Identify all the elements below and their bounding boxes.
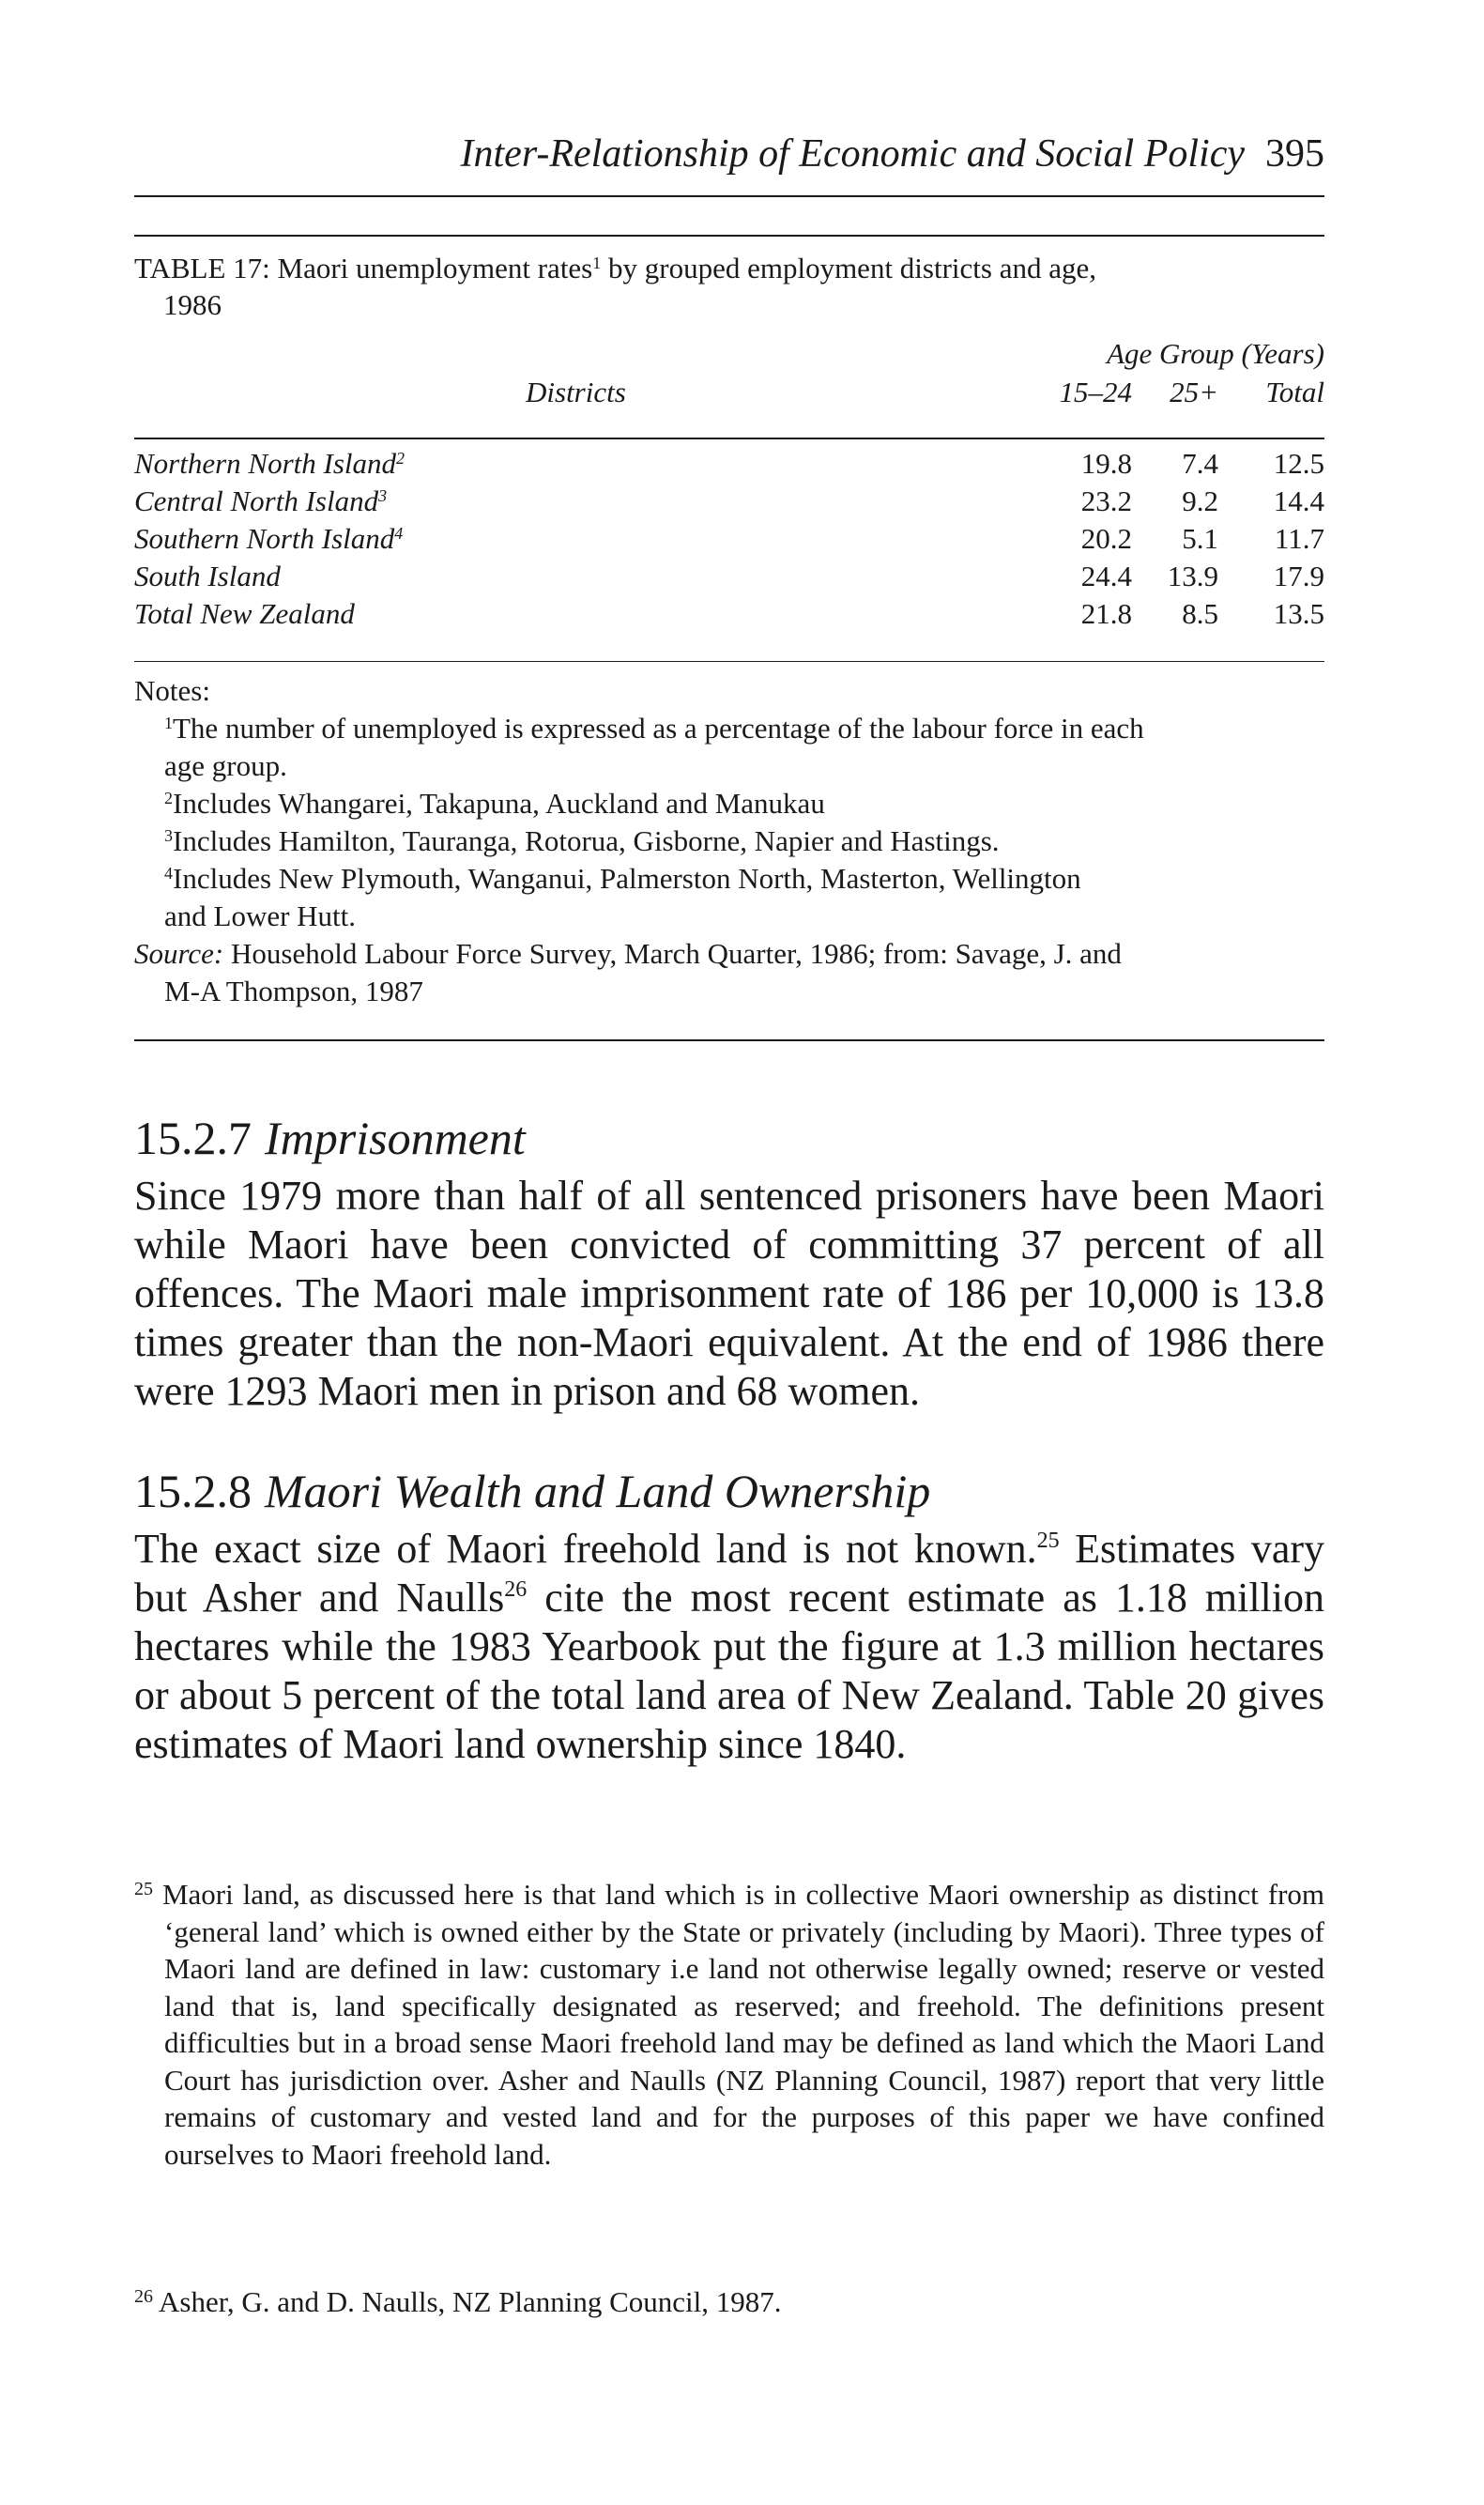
rate-total: 17.9 xyxy=(1273,560,1324,592)
rate-25-plus: 5.1 xyxy=(1182,522,1218,555)
rate-25-plus: 8.5 xyxy=(1182,597,1218,630)
note-text: The number of unemployed is expressed as a percentage of the labour force in each xyxy=(173,712,1144,745)
district-label: Total New Zealand xyxy=(134,597,355,630)
column-header-25-plus: 25+ xyxy=(1170,376,1218,408)
table-note xyxy=(164,785,1324,822)
column-header-15-24: 15–24 xyxy=(1059,376,1132,408)
table-header-rule xyxy=(134,438,1324,439)
table-row xyxy=(134,558,1324,595)
districts-header: Districts xyxy=(526,376,626,408)
rate-15-24: 23.2 xyxy=(1080,484,1132,517)
footnote xyxy=(134,2283,1324,2321)
note-continuation: age group. xyxy=(164,749,287,782)
rate-total: 13.5 xyxy=(1273,597,1324,630)
note-sup: 4 xyxy=(164,864,173,883)
note-text: Includes Whangarei, Takapuna, Auckland and Manukau xyxy=(173,787,825,820)
note-continuation: and Lower Hutt. xyxy=(164,899,357,932)
rate-15-24: 24.4 xyxy=(1080,560,1132,592)
caption-rest: by grouped employment districts and age, xyxy=(601,252,1096,284)
footnote-number: 26 xyxy=(134,2286,153,2307)
footnote xyxy=(134,1876,1324,2173)
district-label: Northern North Island xyxy=(134,447,397,480)
caption-sup: 1 xyxy=(592,254,602,272)
table-source xyxy=(134,935,1324,1010)
running-header-title: Inter-Relationship of Economic and Social Policy xyxy=(460,132,1245,176)
rate-25-plus: 13.9 xyxy=(1167,560,1218,592)
district-name xyxy=(134,558,281,595)
district-name xyxy=(134,483,387,520)
note-text: Includes New Plymouth, Wanganui, Palmerston North, Masterton, Wellington xyxy=(173,862,1081,895)
footnote-text: Asher, G. and D. Naulls, NZ Planning Council, 1987. xyxy=(159,2285,782,2318)
district-sup: 2 xyxy=(396,449,405,468)
section-heading xyxy=(134,1110,526,1166)
section-title: Imprisonment xyxy=(265,1112,526,1164)
header-rule xyxy=(134,195,1324,197)
section-number: 15.2.7 xyxy=(134,1112,252,1164)
body-paragraph xyxy=(134,1525,1324,1769)
source-label: Source: xyxy=(134,937,224,970)
age-group-header: Age Group (Years) xyxy=(1107,337,1324,370)
footnote-ref: 26 xyxy=(504,1577,528,1602)
footnote-text: Maori land, as discussed here is that land which is in collective Maori ownership as distinct from ‘general land’ which is owned either by the State or privately (including by Maori). Three types of Maori land are defined in law: customary i.e land not otherwise legally owned; reserve or vested land that is, land specifically designated as reserved; and freehold. The definitions present difficulties but in a broad sense Maori freehold land may be defined as land which the Maori Land Court has jurisdiction over. Asher and Naulls (NZ Planning Council, 1987) report that very little remains of customary and vested land and for the purposes of this paper we have confined ourselves to Maori freehold land. xyxy=(161,1878,1325,2171)
district-label: South Island xyxy=(134,560,281,592)
caption-line1: TABLE 17: Maori unemployment rates xyxy=(134,252,593,284)
table-row xyxy=(134,483,1324,520)
rate-total: 14.4 xyxy=(1273,484,1324,517)
rate-25-plus: 7.4 xyxy=(1182,447,1218,480)
running-header xyxy=(134,130,1324,178)
district-name xyxy=(134,445,405,483)
para-text: The exact size of Maori freehold land is not known. xyxy=(134,1526,1037,1572)
table-note xyxy=(164,860,1324,935)
rate-15-24: 21.8 xyxy=(1080,597,1132,630)
body-paragraph: Since 1979 more than half of all sentenced prisoners have been Maori while Maori have been convicted of committing 37 percent of all offences. The Maori male imprisonment rate of 186 per 10,000 is 13.8 times greater than the non-Maori equivalent. At the end of 1986 there were 1293 Maori men in prison and 68 women. xyxy=(134,1173,1324,1414)
section-title: Maori Wealth and Land Ownership xyxy=(265,1465,931,1517)
table-note xyxy=(164,710,1324,785)
note-text: Includes Hamilton, Tauranga, Rotorua, Gisborne, Napier and Hastings. xyxy=(173,824,1000,857)
table-row xyxy=(134,520,1324,558)
note-sup: 1 xyxy=(164,714,173,732)
table-row xyxy=(134,445,1324,483)
table-caption xyxy=(134,250,1324,323)
column-header-total: Total xyxy=(1265,376,1324,408)
table-top-rule xyxy=(134,235,1324,237)
notes-title: Notes: xyxy=(134,674,210,707)
table-end-rule xyxy=(134,1039,1324,1041)
rate-total: 12.5 xyxy=(1273,447,1324,480)
source-text: Household Labour Force Survey, March Quarter, 1986; from: Savage, J. and xyxy=(223,937,1122,970)
caption-line2: 1986 xyxy=(163,288,222,321)
source-continuation: M-A Thompson, 1987 xyxy=(164,975,423,1007)
district-label: Central North Island xyxy=(134,484,379,517)
district-name xyxy=(134,595,355,633)
district-sup: 4 xyxy=(394,524,404,543)
para-text: Estimates vary but Asher and Naulls xyxy=(134,1526,1325,1621)
table-note xyxy=(164,822,1324,860)
para-text: cite the most recent estimate as 1.18 million hectares while the 1983 Yearbook put the figure at 1.3 million hectares or about 5 percent of the total land area of New Zealand. Table 20 gives estimates of Maori land ownership since 1840. xyxy=(134,1575,1324,1767)
rate-15-24: 20.2 xyxy=(1080,522,1132,555)
rate-25-plus: 9.2 xyxy=(1182,484,1218,517)
district-name xyxy=(134,520,403,558)
page-number: 395 xyxy=(1265,132,1324,176)
note-sup: 3 xyxy=(164,826,173,845)
district-label: Southern North Island xyxy=(134,522,395,555)
note-sup: 2 xyxy=(164,789,173,807)
district-sup: 3 xyxy=(378,486,388,505)
section-heading xyxy=(134,1463,930,1519)
footnote-number: 25 xyxy=(134,1879,153,1899)
table-bottom-rule xyxy=(134,661,1324,662)
footnote-ref: 25 xyxy=(1036,1529,1060,1553)
table-row xyxy=(134,595,1324,633)
rate-total: 11.7 xyxy=(1274,522,1324,555)
section-number: 15.2.8 xyxy=(134,1465,252,1517)
rate-15-24: 19.8 xyxy=(1080,447,1132,480)
